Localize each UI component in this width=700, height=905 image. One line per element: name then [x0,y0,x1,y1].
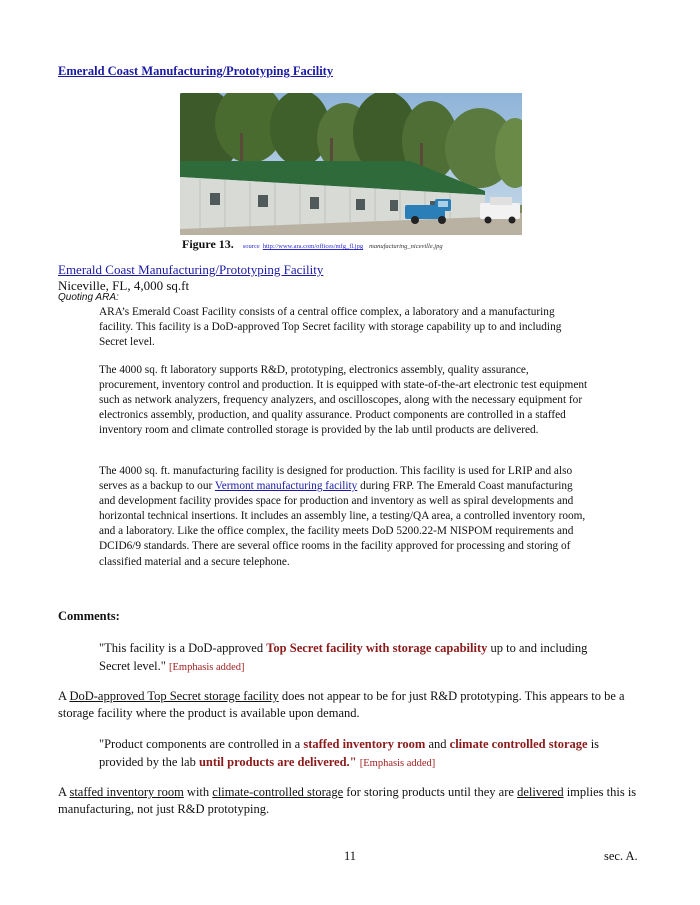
figure-caption [182,237,443,252]
paragraph-2: The 4000 sq. ft laboratory supports R&D, prototyping, electronics assembly, quality assurance, procurement, inventory control and production. It is equipped with state-of-the-art electronic test equipment such as network analyzers, frequency analyzers, and oscilloscopes, along with the necessary equipment for electronics assembly, production, and quality assurance. Product components are controlled in a staffed inventory room and climate controlled storage is provided by the lab until products are delivered. [99,364,588,437]
facility-location: Niceville, FL, 4,000 sq.ft [58,278,190,293]
comment-paragraph-2: A staffed inventory room with climate-controlled storage for storing products until they are delivered implies this is manufacturing, not just R&D prototyping. [58,785,637,816]
source-link[interactable]: http://www.ara.com/offices/mfg_fl.jpg [262,243,364,250]
quoting-label: Quoting ARA: [58,292,119,303]
comment-paragraph-1: A DoD-approved Top Secret storage facility does not appear to be for just R&D prototyping. This appears to be a storage facility where the product is available upon demand. [58,689,625,720]
source-word: source [242,243,260,250]
section-label: sec. A. [604,849,638,863]
facility-link[interactable]: Emerald Coast Manufacturing/Prototyping Facility [58,262,324,277]
page-number: 11 [344,849,357,863]
vermont-link[interactable]: Vermont manufacturing facility [214,480,358,493]
paragraph-1: ARA’s Emerald Coast Facility consists of a central office complex, a laboratory and a manufacturing facility. This facility is a DoD-approved Top Secret facility with storage capability up to and including Secret level. [99,306,562,349]
figure-label: Figure 13. [182,237,234,251]
comments-heading: Comments: [58,609,120,623]
page-title[interactable]: Emerald Coast Manufacturing/Prototyping Facility [58,64,334,78]
emphasis-note: [Emphasis added] [359,758,436,769]
facility-photo [180,93,522,235]
quote-2: "Product components are controlled in a staffed inventory room and climate controlled storage is provided by the lab until products are delivered." [Emphasis added] [99,737,600,769]
emphasis-note: [Emphasis added] [169,662,245,673]
paragraph-3: The 4000 sq. ft. manufacturing facility is designed for production. This facility is used for LRIP and also serves as a backup to our Vermont manufacturing facility during FRP. The Emerald Coast manufacturing and development facility provides space for production and inventory as well as spiral developments and horizontal technical insertions. It includes an assembly line, a testing/QA area, a controlled inventory room, and a laboratory. Like the office complex, the facility meets DoD 5200.22-M NISPOM requirements and DCID6/9 standards. There are several office rooms in the facility approved for processing and storing of classified material and a secure telephone. [99,465,586,568]
figure-filename: manufacturing_niceville.jpg [369,243,443,250]
quote-1: "This facility is a DoD-approved Top Secret facility with storage capability up to and including Secret level." [Emphasis added] [99,641,588,673]
